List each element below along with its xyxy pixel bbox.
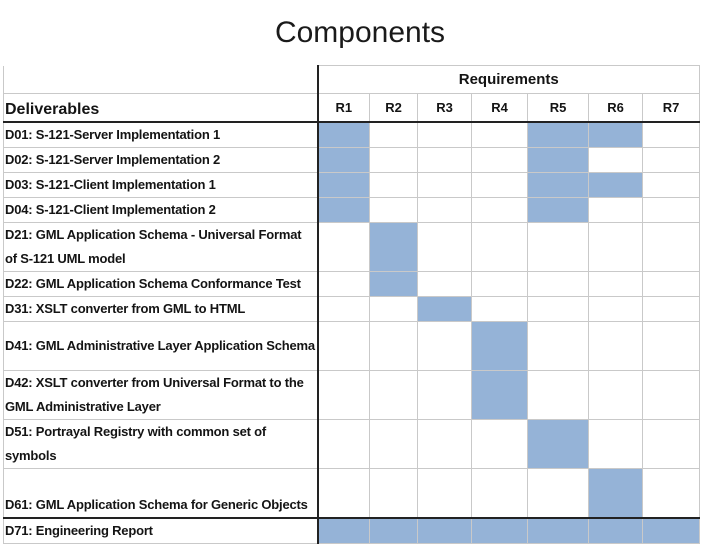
matrix-cell-r3 — [418, 222, 472, 271]
matrix-cell-r4 — [472, 296, 528, 321]
matrix-cell-r7 — [643, 468, 700, 518]
matrix-cell-r1 — [318, 370, 370, 419]
deliverable-row — [4, 296, 700, 321]
matrix-cell-r7 — [643, 172, 700, 197]
matrix-cell-r6 — [589, 197, 643, 222]
requirements-title: Requirements — [318, 66, 700, 94]
matrix-cell-r5 — [528, 271, 589, 296]
matrix-cell-r6-marked — [589, 172, 643, 197]
deliverable-row — [4, 468, 700, 518]
matrix-cell-r3 — [418, 419, 472, 468]
matrix-cell-r1-marked — [318, 147, 370, 172]
matrix-cell-r3-marked — [418, 296, 472, 321]
requirement-header-r3: R3 — [418, 94, 472, 122]
matrix-cell-r3 — [418, 122, 472, 148]
matrix-cell-r3 — [418, 271, 472, 296]
matrix-cell-r1 — [318, 271, 370, 296]
matrix-cell-r7 — [643, 419, 700, 468]
matrix-cell-r2 — [370, 296, 418, 321]
deliverable-row — [4, 197, 700, 222]
matrix-cell-r4 — [472, 222, 528, 271]
matrix-cell-r4 — [472, 147, 528, 172]
matrix-cell-r5 — [528, 296, 589, 321]
matrix-cell-r4 — [472, 271, 528, 296]
matrix-cell-r3 — [418, 147, 472, 172]
matrix-cell-r4 — [472, 172, 528, 197]
requirement-header-r4: R4 — [472, 94, 528, 122]
matrix-cell-r7 — [643, 197, 700, 222]
deliverable-label: D61: GML Application Schema for Generic Objects — [4, 468, 318, 518]
matrix-cell-r5-marked — [528, 147, 589, 172]
matrix-cell-r7 — [643, 370, 700, 419]
matrix-cell-r6 — [589, 370, 643, 419]
requirement-header-r1: R1 — [318, 94, 370, 122]
matrix-cell-r5-marked — [528, 122, 589, 148]
deliverable-row — [4, 172, 700, 197]
deliverable-label: D22: GML Application Schema Conformance Test — [4, 271, 318, 296]
matrix-cell-r3 — [418, 172, 472, 197]
matrix-cell-r2 — [370, 197, 418, 222]
matrix-cell-r2 — [370, 122, 418, 148]
deliverable-row — [4, 147, 700, 172]
matrix-cell-r6 — [589, 321, 643, 370]
matrix-cell-r4-marked — [472, 321, 528, 370]
matrix-cell-r2 — [370, 147, 418, 172]
deliverable-row — [4, 271, 700, 296]
deliverable-label: D42: XSLT converter from Universal Format to the GML Administrative Layer — [4, 370, 318, 419]
deliverable-row — [4, 370, 700, 419]
matrix-cell-r7 — [643, 296, 700, 321]
deliverable-label: D31: XSLT converter from GML to HTML — [4, 296, 318, 321]
matrix-cell-r2-marked — [370, 271, 418, 296]
matrix-cell-r6 — [589, 147, 643, 172]
matrix-cell-r3 — [418, 370, 472, 419]
matrix-cell-r2 — [370, 172, 418, 197]
requirement-header-r7: R7 — [643, 94, 700, 122]
matrix-cell-r7 — [643, 321, 700, 370]
matrix-cell-r7 — [643, 271, 700, 296]
matrix-cell-r5-marked — [528, 197, 589, 222]
matrix-cell-r4-marked — [472, 370, 528, 419]
deliverable-label: D03: S-121-Client Implementation 1 — [4, 172, 318, 197]
matrix-cell-r5 — [528, 222, 589, 271]
deliverable-label: D01: S-121-Server Implementation 1 — [4, 122, 318, 148]
slide-title: Components — [274, 16, 446, 49]
matrix-cell-r1-marked — [318, 172, 370, 197]
matrix-cell-r6 — [589, 271, 643, 296]
matrix-cell-r6 — [589, 222, 643, 271]
matrix-cell-r4 — [472, 122, 528, 148]
matrix-cell-r2-marked — [370, 222, 418, 271]
deliverable-label: D51: Portrayal Registry with common set of symbols — [4, 419, 318, 468]
deliverables-title: Deliverables — [4, 94, 318, 122]
matrix-cell-r7 — [643, 122, 700, 148]
matrix-cell-r1 — [318, 468, 370, 518]
deliverable-label: D21: GML Application Schema - Universal Format of S-121 UML model — [4, 222, 318, 271]
requirement-header-r5: R5 — [528, 94, 589, 122]
matrix-cell-r4 — [472, 419, 528, 468]
deliverables-requirements-matrix — [3, 65, 700, 544]
matrix-cell-r5 — [528, 468, 589, 518]
matrix-cell-r2 — [370, 370, 418, 419]
requirement-header-r6: R6 — [589, 94, 643, 122]
matrix-cell-r6-marked — [589, 468, 643, 518]
matrix-cell-r6 — [589, 419, 643, 468]
matrix-cell-r5-marked — [528, 419, 589, 468]
matrix-cell-r1 — [318, 321, 370, 370]
matrix-cell-r3 — [418, 468, 472, 518]
deliverable-row — [4, 222, 700, 271]
matrix-cell-r5 — [528, 370, 589, 419]
deliverable-label: D04: S-121-Client Implementation 2 — [4, 197, 318, 222]
requirement-header-r2: R2 — [370, 94, 418, 122]
matrix-cell-r2 — [370, 321, 418, 370]
matrix-cell-r5 — [528, 321, 589, 370]
matrix-cell-r4 — [472, 468, 528, 518]
matrix-cell-r5-marked — [528, 172, 589, 197]
matrix-cell-r6-marked — [589, 122, 643, 148]
matrix-cell-r1 — [318, 222, 370, 271]
matrix-cell-r4 — [472, 197, 528, 222]
deliverable-row — [4, 419, 700, 468]
deliverable-label: D41: GML Administrative Layer Application Schema — [4, 321, 318, 370]
deliverable-label: D71: Engineering Report — [4, 518, 318, 544]
matrix-cell-r3 — [418, 321, 472, 370]
matrix-cell-r1-marked — [318, 197, 370, 222]
deliverable-row — [4, 321, 700, 370]
matrix-cell-r2 — [370, 419, 418, 468]
deliverable-row — [4, 122, 700, 148]
matrix-cell-r6 — [589, 296, 643, 321]
matrix-cell-r1-marked — [318, 122, 370, 148]
matrix-cell-r1 — [318, 296, 370, 321]
deliverable-label: D02: S-121-Server Implementation 2 — [4, 147, 318, 172]
matrix-cell-r7 — [643, 147, 700, 172]
matrix-cell-r7 — [643, 222, 700, 271]
matrix-cell-r1 — [318, 419, 370, 468]
matrix-cell-r2 — [370, 468, 418, 518]
matrix-cell-r3 — [418, 197, 472, 222]
header-blank-cell — [4, 66, 318, 94]
